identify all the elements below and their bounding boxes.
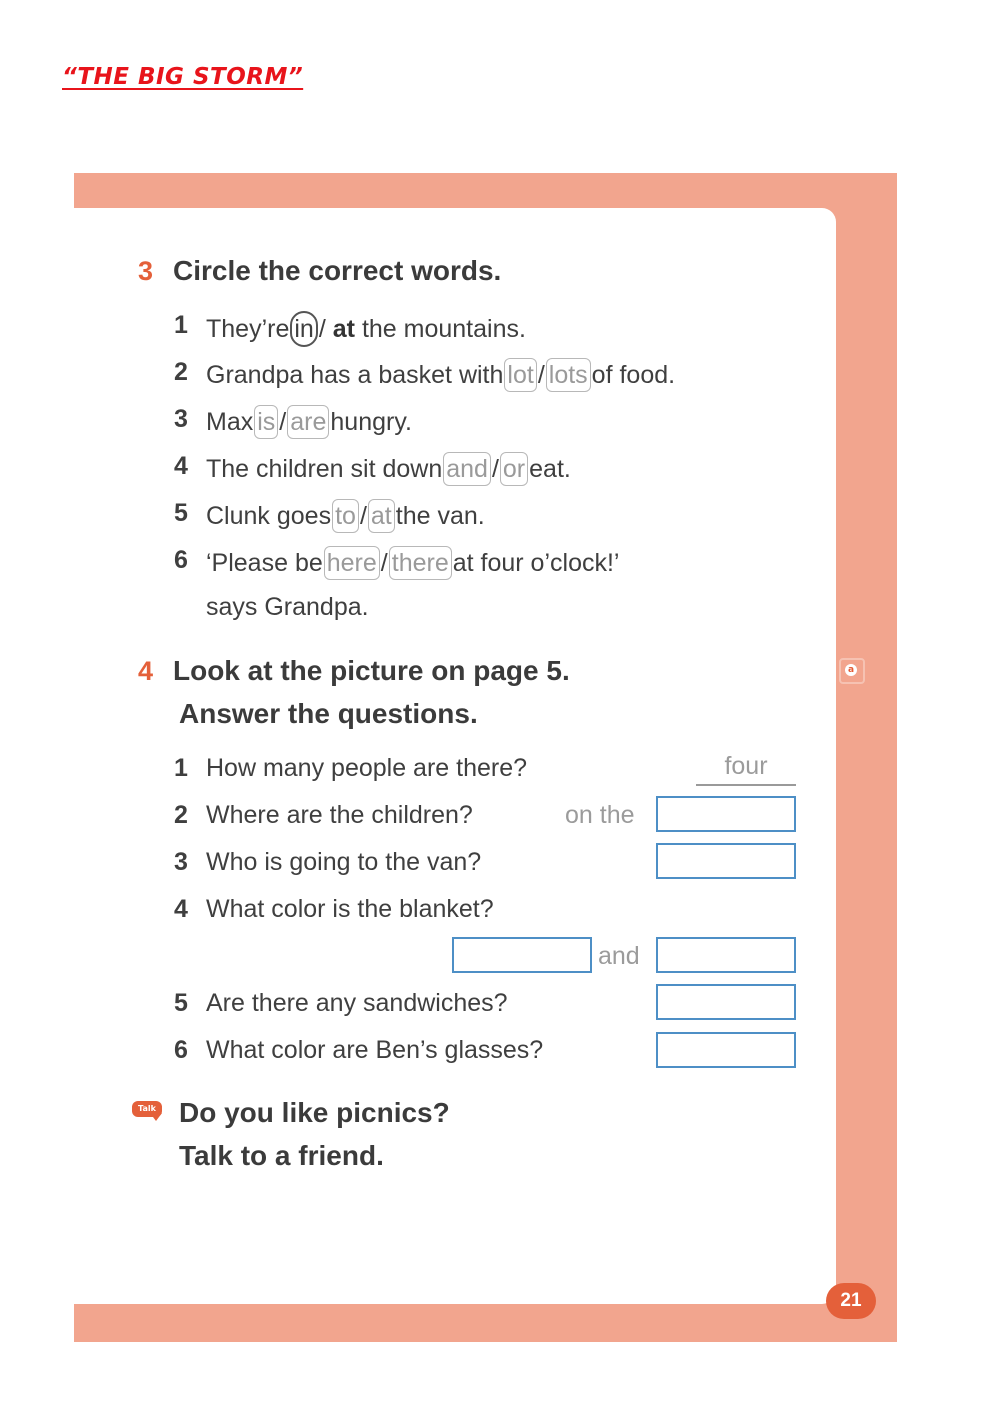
exercise-4-number: 4 xyxy=(138,656,154,686)
ex4-item-6-answer-box[interactable] xyxy=(656,1032,796,1068)
page-number-badge xyxy=(826,1283,876,1319)
ex4-item-5-answer-box[interactable] xyxy=(656,984,796,1020)
ex4-item-4-joiner: and xyxy=(598,942,640,970)
ex3-item-4-option-1[interactable]: and xyxy=(443,452,491,486)
talk-line-2: Talk to a friend. xyxy=(179,1140,384,1171)
ex4-item-2-prefix: on the xyxy=(565,801,635,829)
ex3-item-6-line-2: says Grandpa. xyxy=(206,593,369,621)
ex3-item-3-option-2[interactable]: are xyxy=(287,405,329,439)
worksheet-title: “THE BIG STORM” xyxy=(62,64,304,90)
side-tab-marker xyxy=(838,656,868,686)
side-tab-label: a xyxy=(845,664,857,676)
exercise-3-number: 3 xyxy=(138,256,154,286)
ex3-item-2-option-1[interactable]: lot xyxy=(504,358,536,392)
ex4-item-3-answer-box[interactable] xyxy=(656,843,796,879)
ex3-item-3-option-1[interactable]: is xyxy=(254,405,278,439)
ex3-item-6-option-1[interactable]: here xyxy=(324,546,380,580)
ex4-item-4-answer-box-2[interactable] xyxy=(656,937,796,973)
ex4-item-1-example-answer: four xyxy=(696,752,796,786)
ex3-item-5-option-1[interactable]: to xyxy=(332,499,359,533)
ex3-item-5-option-2[interactable]: at xyxy=(368,499,395,533)
exercise-4-heading-line-2: Answer the questions. xyxy=(179,698,478,729)
ex3-item-6-option-2[interactable]: there xyxy=(389,546,452,580)
ex3-item-4-option-2[interactable]: or xyxy=(500,452,528,486)
page-number: 21 xyxy=(840,1290,862,1311)
exercise-4-heading-line-1: Look at the picture on page 5. xyxy=(173,655,570,686)
ex3-item-1-option-1[interactable]: in xyxy=(290,311,317,347)
ex4-item-2-answer-box[interactable] xyxy=(656,796,796,832)
ex3-item-2-option-2[interactable]: lots xyxy=(546,358,591,392)
talk-bubble-icon: Talk xyxy=(132,1101,164,1121)
talk-line-1: Do you like picnics? xyxy=(179,1097,450,1128)
exercise-3-heading: Circle the correct words. xyxy=(173,255,502,286)
ex4-item-4-answer-box-1[interactable] xyxy=(452,937,592,973)
ex3-item-1-option-2[interactable]: at xyxy=(332,315,355,343)
